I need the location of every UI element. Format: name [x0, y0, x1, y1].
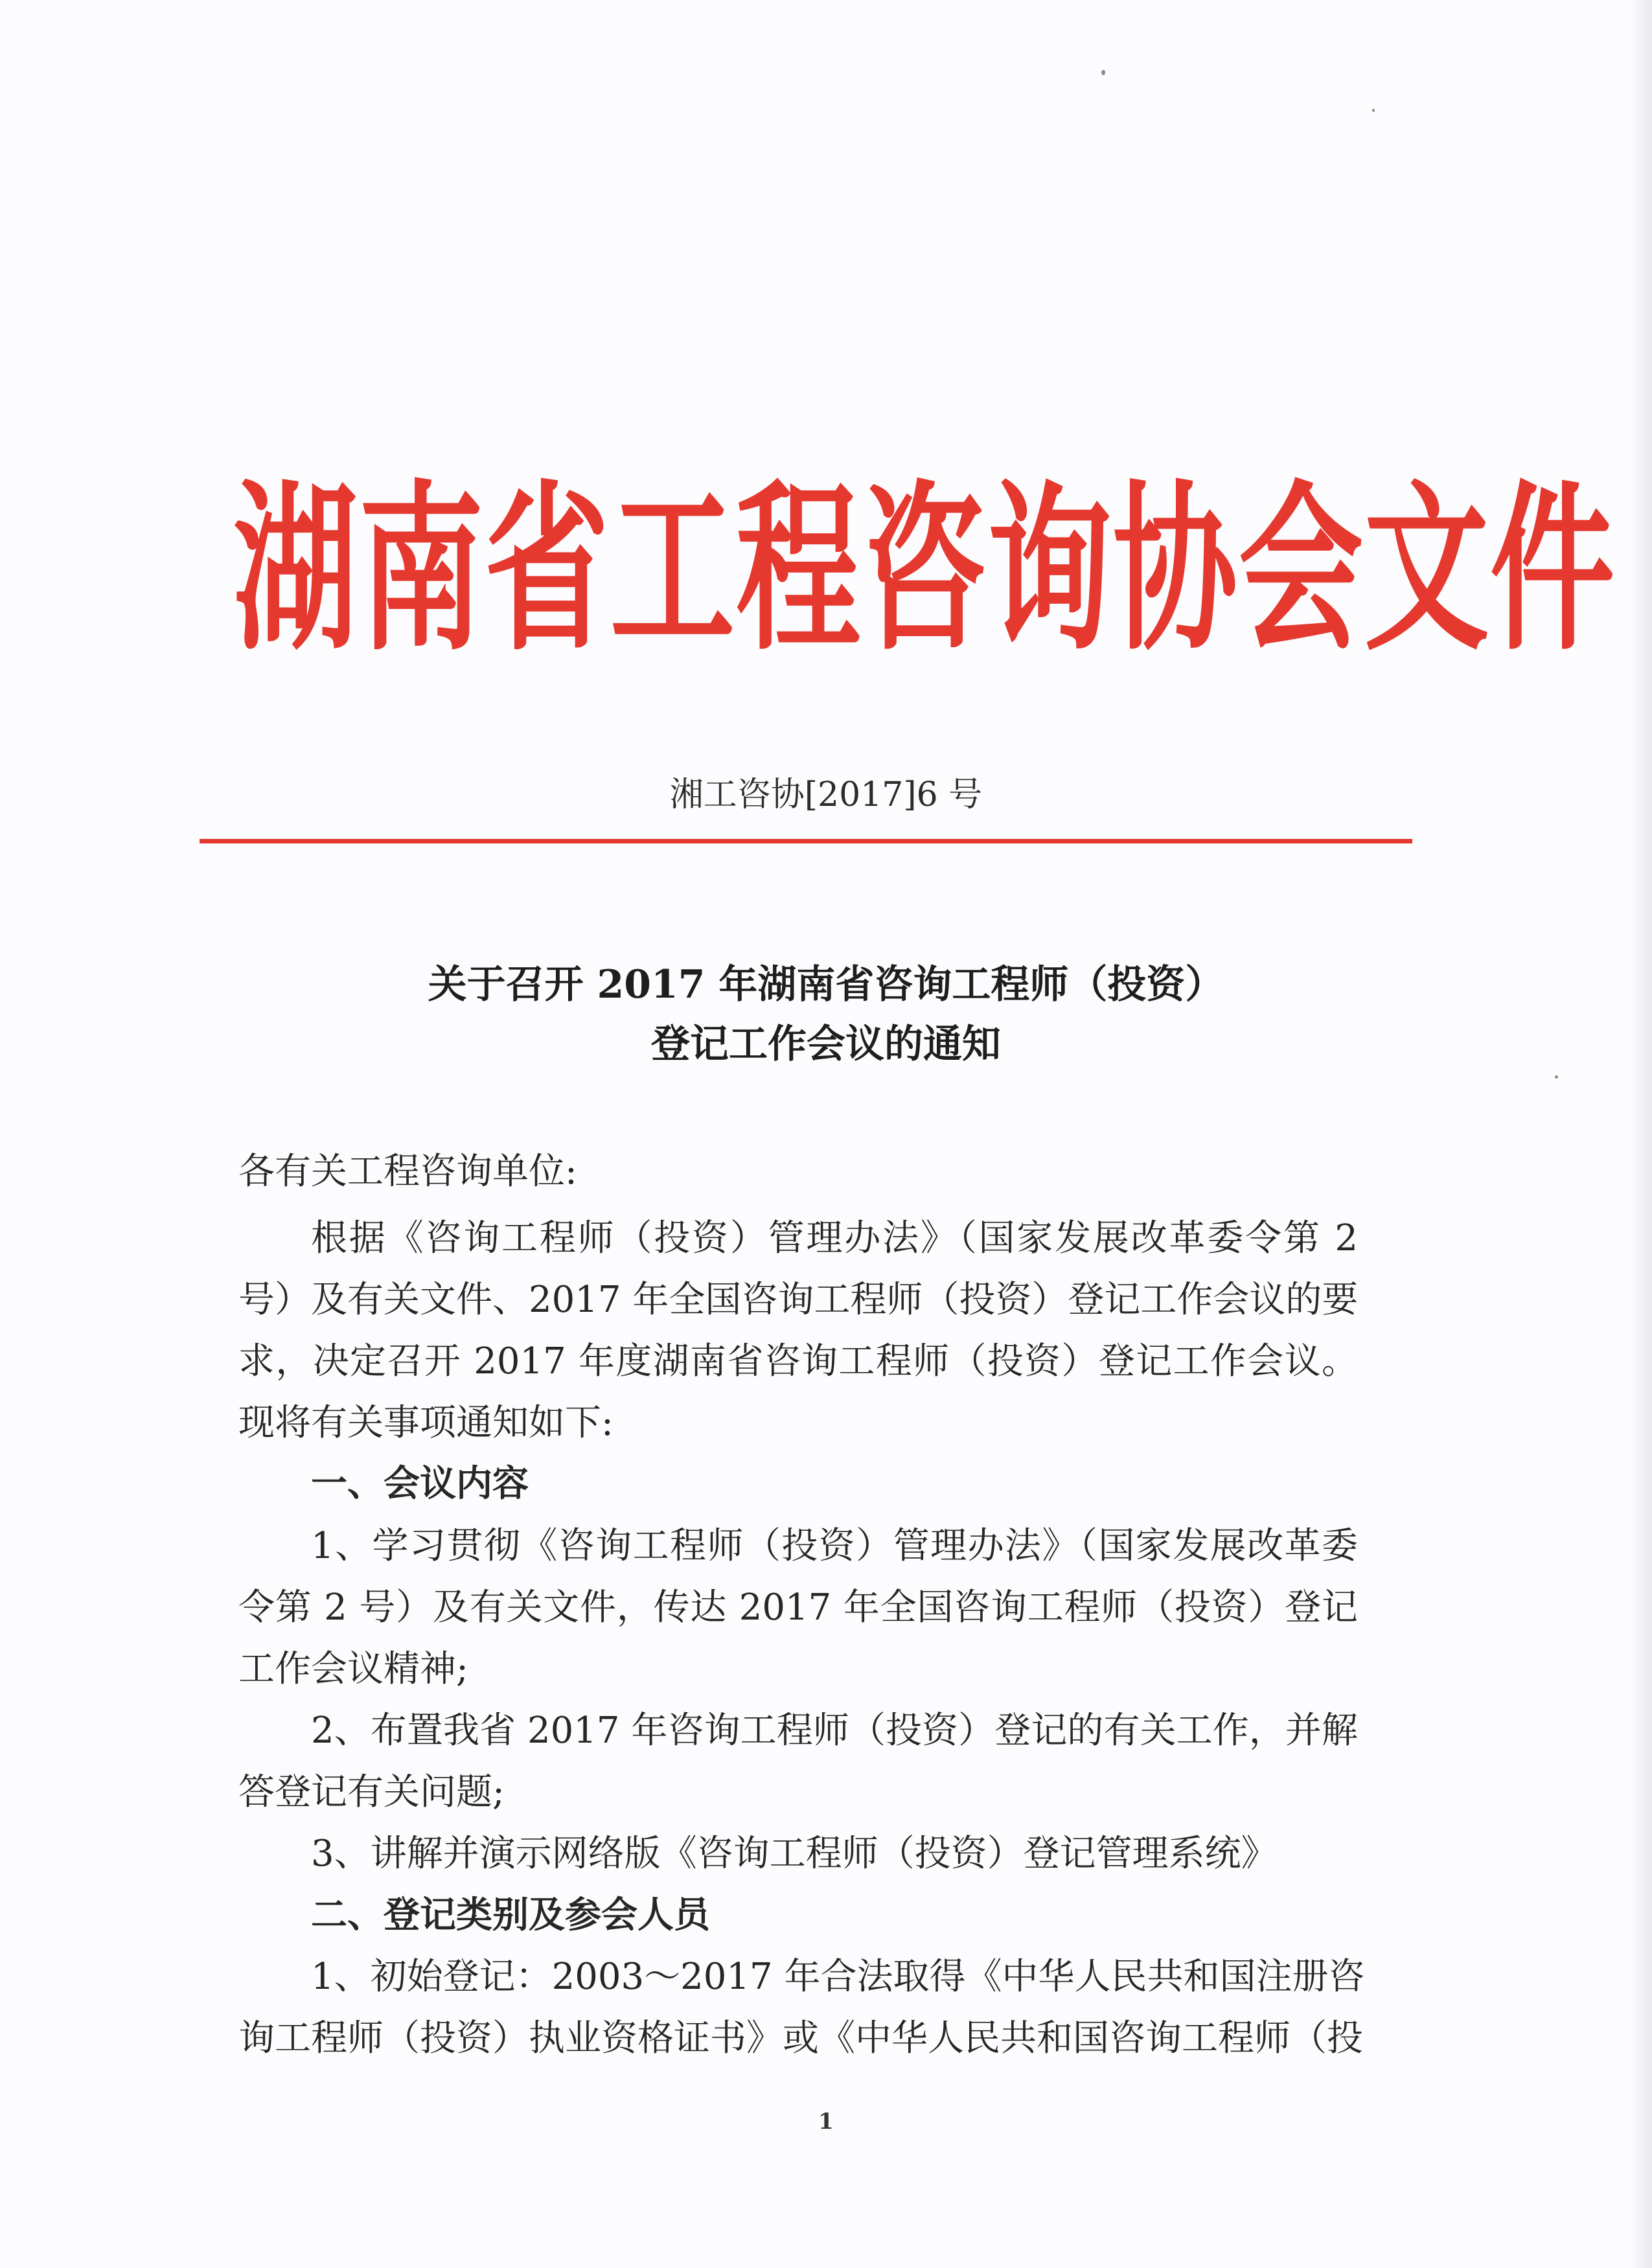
red-divider-line: [200, 839, 1412, 843]
document-number: 湘工咨协[2017]6 号: [669, 775, 983, 814]
body-line: 1、学习贯彻《咨询工程师（投资）管理办法》（国家发展改革委: [311, 1525, 1358, 1567]
scan-speck: [1555, 1075, 1558, 1079]
salutation: 各有关工程咨询单位:: [238, 1151, 577, 1193]
body-line: 答登记有关问题;: [238, 1771, 505, 1813]
page-number: 1: [818, 2109, 834, 2135]
section-heading-registration: 二、登记类别及参会人员: [311, 1894, 710, 1936]
body-line: 1、初始登记：2003～2017 年合法取得《中华人民共和国注册咨: [311, 1956, 1365, 1998]
body-line: 工作会议精神;: [238, 1648, 468, 1690]
body-line: 询工程师（投资）执业资格证书》或《中华人民共和国咨询工程师（投: [238, 2017, 1363, 2059]
scan-speck: [1372, 109, 1375, 112]
body-line: 现将有关事项通知如下:: [238, 1402, 614, 1444]
notice-title-line-2: 登记工作会议的通知: [651, 1022, 1001, 1067]
body-line: 令第 2 号）及有关文件，传达 2017 年全国咨询工程师（投资）登记: [238, 1586, 1358, 1629]
masthead-title: 湖南省工程咨询协会文件: [233, 464, 1616, 676]
body-line: 2、布置我省 2017 年咨询工程师（投资）登记的有关工作，并解: [311, 1710, 1358, 1752]
body-line: 根据《咨询工程师（投资）管理办法》（国家发展改革委令第 2: [311, 1217, 1358, 1259]
body-line: 3、讲解并演示网络版《咨询工程师（投资）登记管理系统》: [311, 1833, 1278, 1875]
notice-title-line-1: 关于召开 2017 年湖南省咨询工程师（投资）: [428, 962, 1224, 1007]
body-line: 号）及有关文件、2017 年全国咨询工程师（投资）登记工作会议的要: [238, 1279, 1359, 1321]
body-line: 求，决定召开 2017 年度湖南省咨询工程师（投资）登记工作会议。: [238, 1340, 1358, 1382]
scan-speck: [1101, 70, 1105, 75]
section-heading-meeting-content: 一、会议内容: [311, 1463, 529, 1505]
page-edge-shadow: [1631, 0, 1652, 2268]
